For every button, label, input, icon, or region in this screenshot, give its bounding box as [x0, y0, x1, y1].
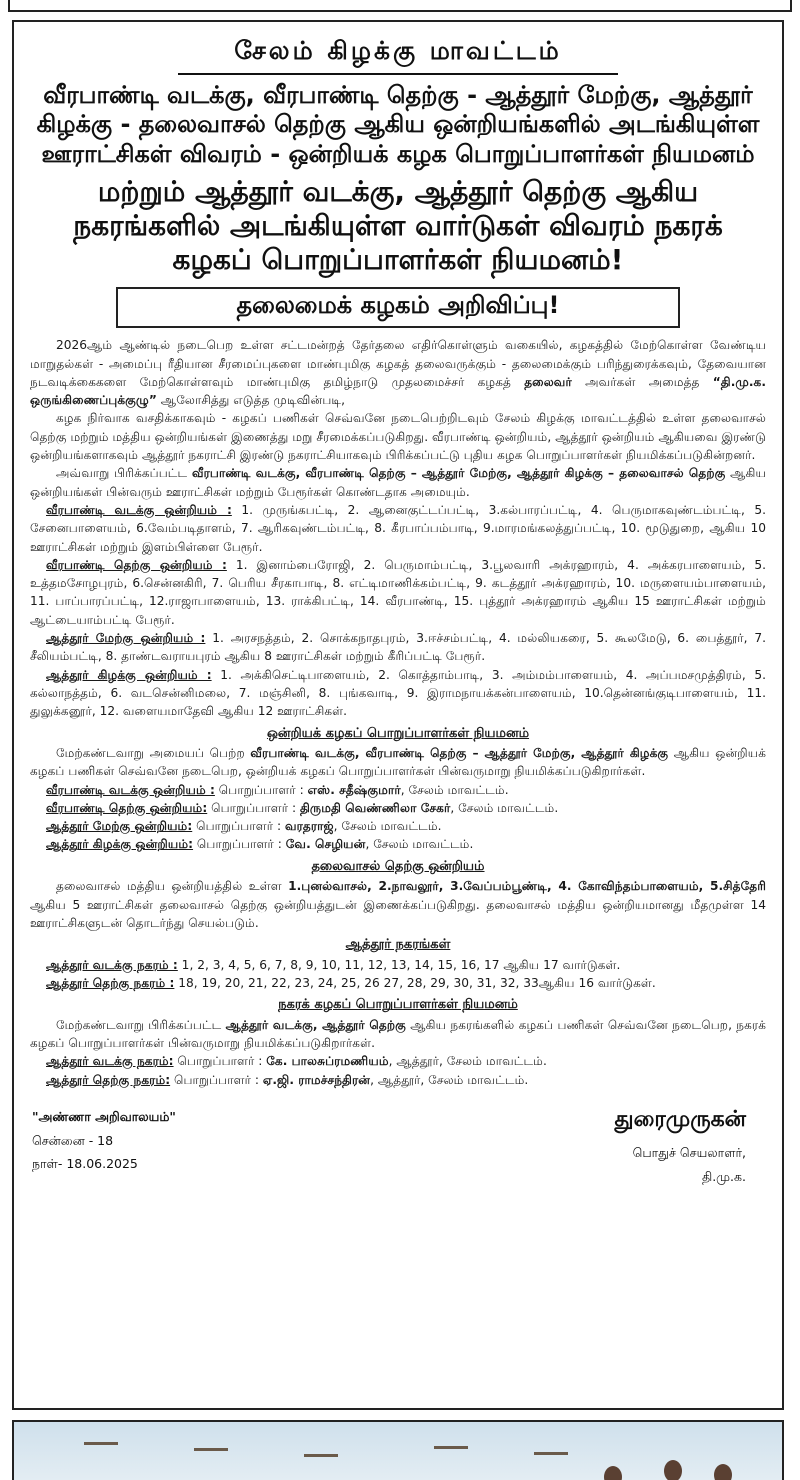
appointment-row	[30, 835, 766, 853]
appointment-row	[30, 1052, 766, 1070]
ceiling-fan-icon	[84, 1442, 118, 1445]
appointment-role: பொறுப்பாளர் :	[192, 819, 285, 834]
appointment-place: , சேலம் மாவட்டம்.	[400, 782, 509, 797]
appointment-role: பொறுப்பாளர் :	[193, 837, 286, 852]
thalaivasal-paragraph	[30, 877, 766, 932]
paragraph-unions-intro	[30, 464, 766, 501]
union-villages: 1. அக்கிசெட்டிபாளையம், 2. கொத்தாம்பாடி, 3. அம்மம்பாளையம், 4. அப்பமசமுத்திரம், 5. கல்லாநத்தம், 6. வடசென்னிமலை, 7. மஞ்சினி, 8. புங்கவாடி, 9. இராமநாயக்கன்பாளையம், 10.தென்னங்குடிபாளையம், 11. துலுக்கனூர், 12. வளையமாதேவி ஆகிய 12 ஊராட்சிகள்.	[30, 667, 766, 719]
appointment-unit: வீரபாண்டி வடக்கு ஒன்றியம் :	[46, 782, 215, 797]
appointment-row	[30, 1071, 766, 1089]
para1-text-b: அவர்கள் அமைத்த	[571, 374, 713, 389]
ceiling-fan-icon	[194, 1448, 228, 1451]
announcement-notice	[12, 20, 784, 1410]
town-wards-row	[30, 956, 766, 974]
appointment-role: பொறுப்பாளர் :	[207, 800, 300, 815]
appointment-unit: ஆத்தூர் கிழக்கு ஒன்றியம்:	[46, 837, 194, 852]
notice-footer	[30, 1099, 766, 1209]
signatory-designation: பொதுச் செயலாளர்,	[632, 1144, 746, 1160]
appointment-name: எஸ். சதீஷ்குமார்	[307, 782, 401, 797]
union-label: ஆத்தூர் கிழக்கு ஒன்றியம் :	[46, 667, 212, 682]
appointment-name: வே. செழியன்	[285, 837, 366, 852]
tv-text-b: ஆகிய 5 ஊராட்சிகள் தலைவாசல் தெற்கு ஒன்றியத்துடன் இணைக்கப்படுகிறது. தலைவாசல் மத்திய ஒன்றியமானது மீதமுள்ள 14 ஊராட்சிகளுடன் தொடர்ந்து செயல்படும்.	[30, 897, 766, 930]
appointment-name: திருமதி வெண்ணிலா சேகர்	[299, 800, 451, 815]
town-wards-row	[30, 974, 766, 992]
thalaivasal-heading: தலைவாசல் தெற்கு ஒன்றியம்	[311, 858, 485, 874]
union-label: ஆத்தூர் மேற்கு ஒன்றியம் :	[46, 631, 206, 646]
appointment-name: கே. பாலசுப்ரமணியம்	[266, 1054, 389, 1069]
union-appointments-intro	[30, 744, 766, 781]
ta-intro-b: ஆகிய நகரங்களில் கழகப் பணிகள் செவ்வனே நடைபெற, நகரக் கழகப் பொறுப்பாளர்கள் பின்வருமாறு நியமிக்கப்படுகிறார்கள்.	[30, 1017, 766, 1051]
next-article-photo	[12, 1420, 784, 1480]
union-list-item	[30, 501, 766, 556]
para1-bold-b: “தி.மு.க. ஒருங்கிணைப்புக்குழு”	[30, 374, 766, 408]
attur-towns-heading: ஆத்தூர் நகரங்கள்	[345, 937, 451, 953]
town-label: ஆத்தூர் தெற்கு நகரம் :	[46, 975, 175, 990]
union-villages: 1. அரசநத்தம், 2. சொக்கநாதபுரம், 3.ஈச்சம்பட்டி, 4. மல்லியகரை, 5. கூலமேடு, 6. பைத்தூர், 7. சீலியம்பட்டி, 8. தாண்டவராயபுரம் ஆகிய 8 ஊராட்சிகள் மற்றும் கீரிப்பட்டி பேரூர்.	[30, 631, 767, 664]
town-appointments-heading: நகரக் கழகப் பொறுப்பாளர்கள் நியமனம்	[278, 997, 518, 1013]
tv-text-a: தலைவாசல் மத்திய ஒன்றியத்தில் உள்ள	[56, 879, 289, 894]
ta-intro-bold: ஆத்தூர் வடக்கு, ஆத்தூர் தெற்கு	[225, 1017, 406, 1032]
union-list-item	[30, 629, 766, 666]
person-head-icon	[714, 1464, 732, 1480]
headline-towns: மற்றும் ஆத்தூர் வடக்கு, ஆத்தூர் தெற்கு ஆகிய நகரங்களில் அடங்கியுள்ள வார்டுகள் விவரம் நகரக் கழகப் பொறுப்பாளர்கள் நியமனம்!	[73, 174, 723, 277]
appointment-unit: ஆத்தூர் வடக்கு நகரம்:	[46, 1054, 174, 1069]
footer-signature-block	[615, 1099, 746, 1188]
town-label: ஆத்தூர் வடக்கு நகரம் :	[46, 957, 178, 972]
ua-intro-b: ஆகிய ஒன்றியக் கழகப் பணிகள் செவ்வனே நடைபெற, ஒன்றியக் கழகப் பொறுப்பாளர்கள் பின்வருமாறு நியமிக்கப்படுகிறார்கள்.	[30, 746, 767, 779]
appointment-name: வரதராஜ்	[284, 819, 334, 834]
union-list-item	[30, 556, 766, 629]
appointment-row	[30, 817, 766, 835]
previous-article-border	[8, 0, 792, 12]
headline-unions: வீரபாண்டி வடக்கு, வீரபாண்டி தெற்கு - ஆத்தூர் மேற்கு, ஆத்தூர் கிழக்கு - தலைவாசல் தெற்கு ஆகிய ஒன்றியங்களில் அடங்கியுள்ள ஊராட்சிகள் விவரம் - ஒன்றியக் கழக பொறுப்பாளர்கள் நியமனம்	[36, 81, 760, 168]
ceiling-fan-icon	[304, 1454, 338, 1457]
appointment-place: , சேலம் மாவட்டம்.	[365, 837, 474, 852]
signatory-party: தி.மு.க.	[701, 1168, 746, 1184]
ceiling-fan-icon	[534, 1452, 568, 1455]
union-villages: 1. முருங்கபட்டி, 2. ஆனைகுட்டப்பட்டி, 3.கல்பாரப்பட்டி, 4. பெருமாகவுண்டம்பட்டி, 5. சேனைபாளையம், 6.வேம்படிதாளம், 7. ஆரிகவுண்டம்பட்டி, 8. கீரபாப்பம்பாடி, 9.மாரமங்கலத்துப்பட்டி, 10. மூடுதுறை, ஆகிய 10 ஊராட்சிகள் மற்றும் இளம்பிள்ளை பேரூர்.	[30, 502, 767, 554]
notice-body	[30, 336, 766, 1089]
appointment-row	[30, 781, 766, 799]
appointment-unit: வீரபாண்டி தெற்கு ஒன்றியம்:	[46, 800, 208, 815]
ta-intro-a: மேற்கண்டவாறு பிரிக்கப்பட்ட	[56, 1017, 226, 1032]
paragraph-restructure: கழக நிர்வாக வசதிக்காகவும் - கழகப் பணிகள் செவ்வனே நடைபெற்றிடவும் சேலம் கிழக்கு மாவட்டத்தில் உள்ள தலைவாசல் தெற்கு மற்றும் மத்திய ஒன்றியங்கள் இணைத்து மறு சீரமைக்கப்படுகிறது. வீரபாண்டி ஒன்றியம், ஆத்தூர் ஒன்றியம் ஆகியவை இரண்டு ஒன்றியங்களாகவும் ஆத்தூர் நகராட்சி இரண்டு நகராட்சியாகவும் பிரிக்கப்பட்டு புதிய கழக பொறுப்பாளர்கள் நியமிக்கப்படுகின்றனர்.	[30, 411, 766, 463]
union-label: வீரபாண்டி தெற்கு ஒன்றியம் :	[46, 557, 227, 572]
appointment-role: பொறுப்பாளர் :	[214, 782, 308, 797]
town-wards: 1, 2, 3, 4, 5, 6, 7, 8, 9, 10, 11, 12, 13, 14, 15, 16, 17 ஆகிய 17 வார்டுகள்.	[177, 957, 621, 972]
footer-date: நாள்- 18.06.2025	[32, 1156, 138, 1172]
para1-text-c: ஆலோசித்து எடுத்த முடிவின்படி,	[156, 393, 345, 408]
district-heading: சேலம் கிழக்கு மாவட்டம்	[178, 36, 618, 75]
appointment-place: , ஆத்தூர், சேலம் மாவட்டம்.	[370, 1072, 529, 1087]
para3-bold-a: வீரபாண்டி வடக்கு, வீரபாண்டி தெற்கு – ஆத்தூர் மேற்கு, ஆத்தூர் கிழக்கு – தலைவாசல் தெற்கு	[191, 466, 726, 481]
appointment-place: , ஆத்தூர், சேலம் மாவட்டம்.	[388, 1054, 547, 1069]
appointment-unit: ஆத்தூர் மேற்கு ஒன்றியம்:	[46, 819, 193, 834]
appointment-unit: ஆத்தூர் தெற்கு நகரம்:	[46, 1072, 171, 1087]
appointment-row	[30, 799, 766, 817]
appointment-role: பொறுப்பாளர் :	[170, 1072, 263, 1087]
person-head-icon	[604, 1466, 622, 1480]
appointment-role: பொறுப்பாளர் :	[173, 1054, 267, 1069]
ceiling-fan-icon	[434, 1446, 468, 1449]
ua-intro-bold: வீரபாண்டி வடக்கு, வீரபாண்டி தெற்கு – ஆத்தூர் மேற்கு, ஆத்தூர் கிழக்கு	[250, 746, 669, 760]
para3-text-b: ஆகிய ஒன்றியங்கள் பின்வரும் ஊராட்சிகள் மற்றும் பேரூர்கள் கொண்டதாக அமையும்.	[30, 466, 766, 499]
tv-bold-a: 1.புனல்வாசல், 2.நாவலூர், 3.வேப்பம்பூண்டி, 4. கோவிந்தம்பாளையம், 5.சித்தேரி	[288, 879, 766, 894]
footer-address: "அண்ணா அறிவாலயம்"	[32, 1108, 176, 1124]
paragraph-intro	[30, 336, 766, 409]
footer-city: சென்னை - 18	[32, 1132, 114, 1148]
union-label: வீரபாண்டி வடக்கு ஒன்றியம் :	[46, 502, 232, 517]
para1-bold-a: தலைவர்	[524, 374, 572, 389]
ua-intro-a: மேற்கண்டவாறு அமையப் பெற்ற	[56, 746, 251, 760]
town-wards: 18, 19, 20, 21, 22, 23, 24, 25, 26 27, 28, 29, 30, 31, 32, 33ஆகிய 16 வார்டுகள்.	[174, 975, 656, 990]
appointment-place: , சேலம் மாவட்டம்.	[333, 819, 442, 834]
person-head-icon	[664, 1460, 682, 1480]
town-appointments-intro	[30, 1016, 766, 1053]
appointment-place: , சேலம் மாவட்டம்.	[450, 800, 559, 815]
union-list-item	[30, 666, 766, 721]
appointment-name: ஏ.ஜி. ராமச்சந்திரன்	[262, 1072, 371, 1087]
para1-text-a: 2026ஆம் ஆண்டில் நடைபெற உள்ள சட்டமன்றத் தேர்தலை எதிர்கொள்ளும் வகையில், கழகத்தில் மேற்கொள்ள வேண்டிய மாறுதல்கள் - அமைப்பு ரீதியான சீரமைப்புகளை மாண்புமிகு கழகத் தலைவருக்கும் - தலைமைக்கும் பரிந்துரைக்கவும், தேவையான நடவடிக்கைகளை மேற்கொள்ளவும் மாண்புமிகு தமிழ்நாடு முதலமைச்சர் கழகத்	[30, 338, 766, 389]
footer-address-block	[32, 1105, 176, 1176]
hq-announcement-box: தலைமைக் கழகம் அறிவிப்பு!	[116, 287, 680, 328]
union-appointments-heading: ஒன்றியக் கழகப் பொறுப்பாளர்கள் நியமனம்	[266, 725, 530, 741]
para3-text-a: அவ்வாறு பிரிக்கப்பட்ட	[56, 466, 192, 481]
signatory-name: துரைமுருகன்	[614, 1106, 746, 1132]
union-villages: 1. இனாம்பைரோஜி, 2. பெருமாம்பட்டி, 3.பூலவாரி அக்ரஹாரம், 4. அக்கரபாளையம், 5. உத்தமசோழபுரம், 6.சென்னகிரி, 7. பெரிய சீரகாபாடி, 8. எட்டிமாணிக்கம்பட்டி, 9. கடத்தூர் அக்ரஹாரம், 10. மருளையம்பாளையம், 11. பாப்பாரப்பட்டி, 12.ராஜாபாளையம், 13. ராக்கிபட்டி, 14. வீரபாண்டி, 15. புத்தூர் அக்ரஹாரம் ஆகிய 15 ஊராட்சிகள் மற்றும் ஆட்டையாம்பட்டி பேரூர்.	[30, 557, 766, 627]
